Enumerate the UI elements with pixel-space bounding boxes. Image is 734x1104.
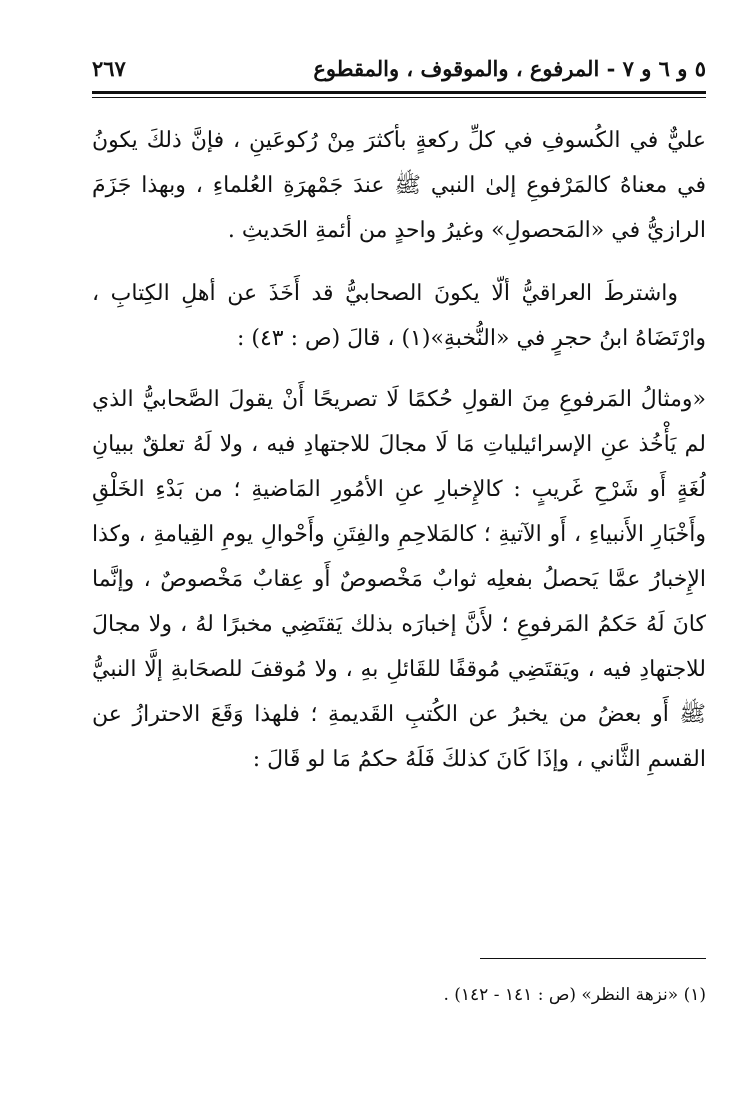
page-number: ٢٦٧ <box>92 56 126 81</box>
chapter-title: ٥ و ٦ و ٧ - المرفوع ، والموقوف ، والمقطوع <box>313 56 706 81</box>
main-text <box>92 118 706 782</box>
running-header <box>92 50 706 90</box>
footnote-text: (١) «نزهة النظر» (ص : ١٤١ - ١٤٢) . <box>443 985 706 1005</box>
header-rule-thick <box>92 91 706 94</box>
paragraph-1: عليٌّ في الكُسوفِ في كلِّ ركعةٍ بأكثرَ مِنْ رُكوعَينِ ، فإنَّ ذلكَ يكونُ في معناهُ كالمَرْفوعِ إلىٰ النبي ﷺ عندَ جَمْهرَةِ العُلماءِ ، وبهذا جَزَمَ الرازيُّ في «المَحصولِ» وغيرُ واحدٍ من أئمةِ الحَديثِ . <box>92 128 706 243</box>
paragraph-3-quotation: «ومثالُ المَرفوعِ مِنَ القولِ حُكمًا لَا تصريحًا أَنْ يقولَ الصَّحابيُّ الذي لم يَأْخُذ عنِ الإسرائيلياتِ مَا لَا مجالَ للاجتهادِ فيه ، ولا لَهُ تعلقٌ ببيانِ لُغَةٍ أَو شَرْحِ غَريبٍ : كالإِخبارِ عنِ الأمُورِ المَاضيةِ ؛ من بَدْءِ الخَلْقِ وأَخْبَارِ الأَنبياءِ ، أَو الآتيةِ ؛ كالمَلاحِمِ والفِتَنِ وأَحْوالِ يومِ القِيامةِ ، وكذا الإِخبارُ عمَّا يَحصلُ بفعلِه ثوابٌ مَخْصوصٌ أَو عِقابٌ مَخْصوصٌ ، وإنَّما كانَ لَهُ حَكمُ المَرفوعِ ؛ لأَنَّ إخبارَه بذلك يَقتَضِي مخبرًا لهُ ، ولا مجالَ للاجتهادِ فيه ، ويَقتَضِي مُوقفًا للقَائلِ بهِ ، ولا مُوقفَ للصحَابةِ إلَّا النبيُّ ﷺ أَو بعضُ من يخبرُ عن الكُتبِ القَديمةِ ؛ فلهذا وَقَعَ الاحترازُ عن القسمِ الثَّاني ، وإذَا كَانَ كذلكَ فَلَهُ حكمُ مَا لو قَالَ : <box>92 387 706 772</box>
header-rule-thin <box>92 97 706 98</box>
footnote-separator <box>480 958 706 959</box>
paragraph-2: واشترطَ العراقيُّ ألّا يكونَ الصحابيُّ قد أَخَذَ عن أهلِ الكِتابِ ، وارْتَضَاهُ ابنُ حجرٍ في «النُّخبةِ»(١) ، قالَ (ص : ٤٣) : <box>92 281 706 351</box>
footnote <box>92 980 706 1010</box>
